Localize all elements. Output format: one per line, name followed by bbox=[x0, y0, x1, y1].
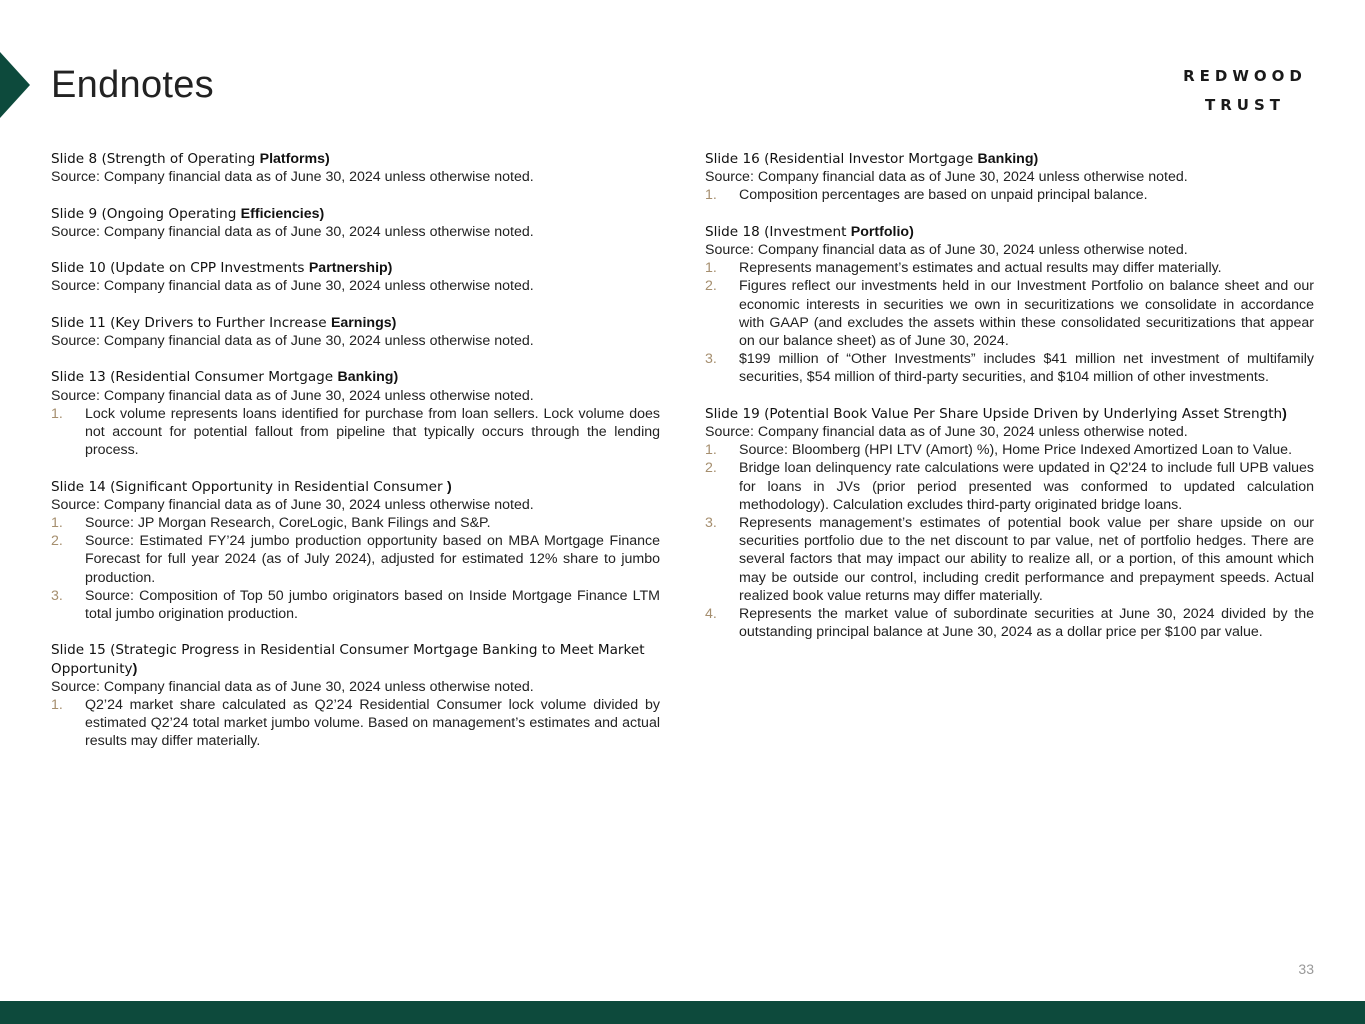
section-heading bbox=[51, 314, 660, 332]
source-line: Source: Company financial data as of June 30, 2024 unless otherwise noted. bbox=[51, 278, 534, 295]
page-number: 33 bbox=[1298, 961, 1314, 977]
endnote-text: Represents management’s estimates of potential book value per share upside on our securities portfolio due to the net discount to par value, net of portfolio hedges. There are several factors that may impact our ability to realize all, or a portion, of this amount which may be outside our control, including credit performance and prepayment speeds. Actual realized book value returns may differ materially. bbox=[739, 515, 1314, 604]
endnote-number: 2. bbox=[705, 460, 717, 477]
source-line: Source: Company financial data as of June 30, 2024 unless otherwise noted. bbox=[705, 424, 1188, 441]
endnote-section bbox=[51, 641, 660, 750]
endnote-item bbox=[705, 459, 1314, 514]
endnote-item bbox=[705, 514, 1314, 605]
endnote-section bbox=[705, 223, 1314, 387]
heading-text: Slide 18 (Investment bbox=[705, 223, 851, 240]
endnote-text: Composition percentages are based on unpaid principal balance. bbox=[739, 187, 1148, 204]
endnotes-right-column bbox=[705, 150, 1314, 660]
endnote-section bbox=[51, 368, 660, 459]
endnote-item bbox=[705, 605, 1314, 641]
endnote-section bbox=[705, 150, 1314, 205]
page-title: Endnotes bbox=[51, 64, 214, 106]
endnote-number: 2. bbox=[51, 533, 63, 550]
heading-bold-text: Banking) bbox=[337, 369, 399, 386]
section-heading bbox=[705, 150, 1314, 168]
source-line: Source: Company financial data as of June 30, 2024 unless otherwise noted. bbox=[705, 242, 1188, 258]
heading-text: Slide 14 (Significant Opportunity in Residential Consumer bbox=[51, 478, 447, 495]
heading-text: Slide 8 (Strength of Operating bbox=[51, 151, 260, 167]
source-line: Source: Company financial data as of June 30, 2024 unless otherwise noted. bbox=[51, 496, 534, 513]
endnote-number: 2. bbox=[705, 278, 717, 295]
heading-bold-text: Earnings) bbox=[330, 314, 397, 331]
logo-line-1: REDWOOD bbox=[1183, 67, 1307, 85]
heading-bold-text: Efficiencies) bbox=[240, 205, 325, 222]
endnote-number: 1. bbox=[705, 260, 717, 277]
endnote-item bbox=[51, 405, 660, 460]
section-heading bbox=[705, 405, 1314, 423]
endnote-number: 3. bbox=[705, 515, 717, 532]
source-line: Source: Company financial data as of June 30, 2024 unless otherwise noted. bbox=[51, 223, 534, 240]
endnote-text: Source: JP Morgan Research, CoreLogic, Bank Filings and S&P. bbox=[85, 514, 491, 531]
endnote-item bbox=[705, 186, 1314, 204]
endnote-section bbox=[51, 314, 660, 350]
endnote-text: Lock volume represents loans identified for purchase from loan sellers. Lock volume does not account for potential fallout from pipeline that typically occurs through the lending process. bbox=[85, 405, 660, 459]
heading-bold-text: ) bbox=[1282, 405, 1287, 422]
endnote-number: 1. bbox=[51, 514, 63, 531]
section-heading bbox=[51, 205, 660, 223]
endnote-text: Represents management’s estimates and actual results may differ materially. bbox=[739, 260, 1222, 277]
endnote-text: Figures reflect our investments held in our Investment Portfolio on balance sheet and our economic interests in securities we own in securitizations we consolidate in accordance with GAAP (and excludes the assets within these consolidated securitizations that appear on our balance sheet) as of June 30, 2024. bbox=[739, 278, 1314, 350]
endnote-number: 1. bbox=[51, 697, 63, 713]
endnote-section bbox=[51, 259, 660, 295]
heading-text: Slide 11 (Key Drivers to Further Increase bbox=[51, 314, 331, 331]
source-line: Source: Company financial data as of June 30, 2024 unless otherwise noted. bbox=[705, 169, 1188, 186]
endnote-item bbox=[705, 441, 1314, 459]
section-heading bbox=[51, 150, 660, 168]
endnote-text: Bridge loan delinquency rate calculations were updated in Q2'24 to include full UPB values for loans in JVs (prior period presented was conformed to updated calculation methodology). Calculation excludes third-party originated bridge loans. bbox=[739, 460, 1314, 513]
endnote-text: Represents the market value of subordinate securities at June 30, 2024 divided by the outstanding principal balance at June 30, 2024 as a dollar price per $100 par value. bbox=[739, 606, 1314, 641]
endnote-number: 4. bbox=[705, 606, 717, 623]
title-chevron-icon bbox=[0, 52, 30, 118]
section-heading bbox=[51, 368, 660, 386]
endnote-item bbox=[705, 350, 1314, 386]
heading-text: Slide 10 (Update on CPP Investments bbox=[51, 260, 309, 277]
endnotes-left-column bbox=[51, 150, 660, 769]
heading-bold-text: Portfolio) bbox=[850, 223, 914, 240]
endnote-text: Source: Composition of Top 50 jumbo originators based on Inside Mortgage Finance LTM total jumbo origination production. bbox=[85, 587, 660, 622]
endnote-number: 1. bbox=[51, 405, 63, 422]
section-heading bbox=[51, 478, 660, 496]
section-heading bbox=[51, 641, 660, 677]
source-line: Source: Company financial data as of June 30, 2024 unless otherwise noted. bbox=[51, 169, 534, 186]
endnote-text: Source: Estimated FY’24 jumbo production opportunity based on MBA Mortgage Finance Forecast for full year 2024 (as of July 2024), adjusted for estimated 12% share to jumbo production. bbox=[85, 533, 660, 586]
source-line: Source: Company financial data as of June 30, 2024 unless otherwise noted. bbox=[51, 678, 534, 695]
endnote-section bbox=[51, 478, 660, 624]
endnote-section bbox=[51, 150, 660, 186]
endnote-text: $199 million of “Other Investments” includes $41 million net investment of multifamily securities, $54 million of third-party securities, and $104 million of other investments. bbox=[739, 351, 1314, 386]
heading-bold-text: ) bbox=[446, 478, 452, 495]
footer-bar bbox=[0, 1001, 1365, 1024]
heading-text: Slide 19 (Potential Book Value Per Share Upside Driven by Underlying Asset Strength bbox=[705, 405, 1283, 422]
heading-bold-text: ) bbox=[132, 660, 138, 677]
heading-text: Slide 9 (Ongoing Operating bbox=[51, 205, 241, 222]
source-line: Source: Company financial data as of June 30, 2024 unless otherwise noted. bbox=[51, 387, 534, 404]
section-heading bbox=[51, 259, 660, 277]
endnote-item bbox=[51, 587, 660, 623]
logo-line-2: TRUST bbox=[1205, 96, 1285, 114]
endnote-item bbox=[51, 514, 660, 532]
section-heading bbox=[705, 223, 1314, 241]
heading-bold-text: Platforms) bbox=[259, 151, 330, 167]
endnote-section bbox=[51, 205, 660, 241]
heading-bold-text: Banking) bbox=[977, 151, 1039, 167]
heading-bold-text: Partnership) bbox=[308, 260, 393, 277]
endnote-item bbox=[705, 259, 1314, 277]
endnote-section bbox=[705, 405, 1314, 642]
heading-text: Slide 16 (Residential Investor Mortgage bbox=[705, 151, 978, 167]
endnote-number: 3. bbox=[705, 351, 717, 368]
endnote-text: Source: Bloomberg (HPI LTV (Amort) %), Home Price Indexed Amortized Loan to Value. bbox=[739, 442, 1293, 459]
endnote-item bbox=[51, 532, 660, 587]
redwood-trust-logo bbox=[1170, 62, 1320, 120]
endnote-item bbox=[705, 277, 1314, 350]
source-line: Source: Company financial data as of June 30, 2024 unless otherwise noted. bbox=[51, 332, 534, 349]
endnote-item bbox=[51, 696, 660, 751]
endnote-number: 1. bbox=[705, 187, 717, 204]
heading-text: Slide 13 (Residential Consumer Mortgage bbox=[51, 369, 338, 386]
endnote-number: 1. bbox=[705, 442, 717, 459]
endnote-text: Q2’24 market share calculated as Q2’24 Residential Consumer lock volume divided by estimated Q2’24 total market jumbo volume. Based on management’s estimates and actual results may differ materially. bbox=[85, 697, 660, 750]
heading-text: Slide 15 (Strategic Progress in Residential Consumer Mortgage Banking to Meet Market Opportunity bbox=[51, 642, 645, 677]
endnote-number: 3. bbox=[51, 587, 63, 604]
